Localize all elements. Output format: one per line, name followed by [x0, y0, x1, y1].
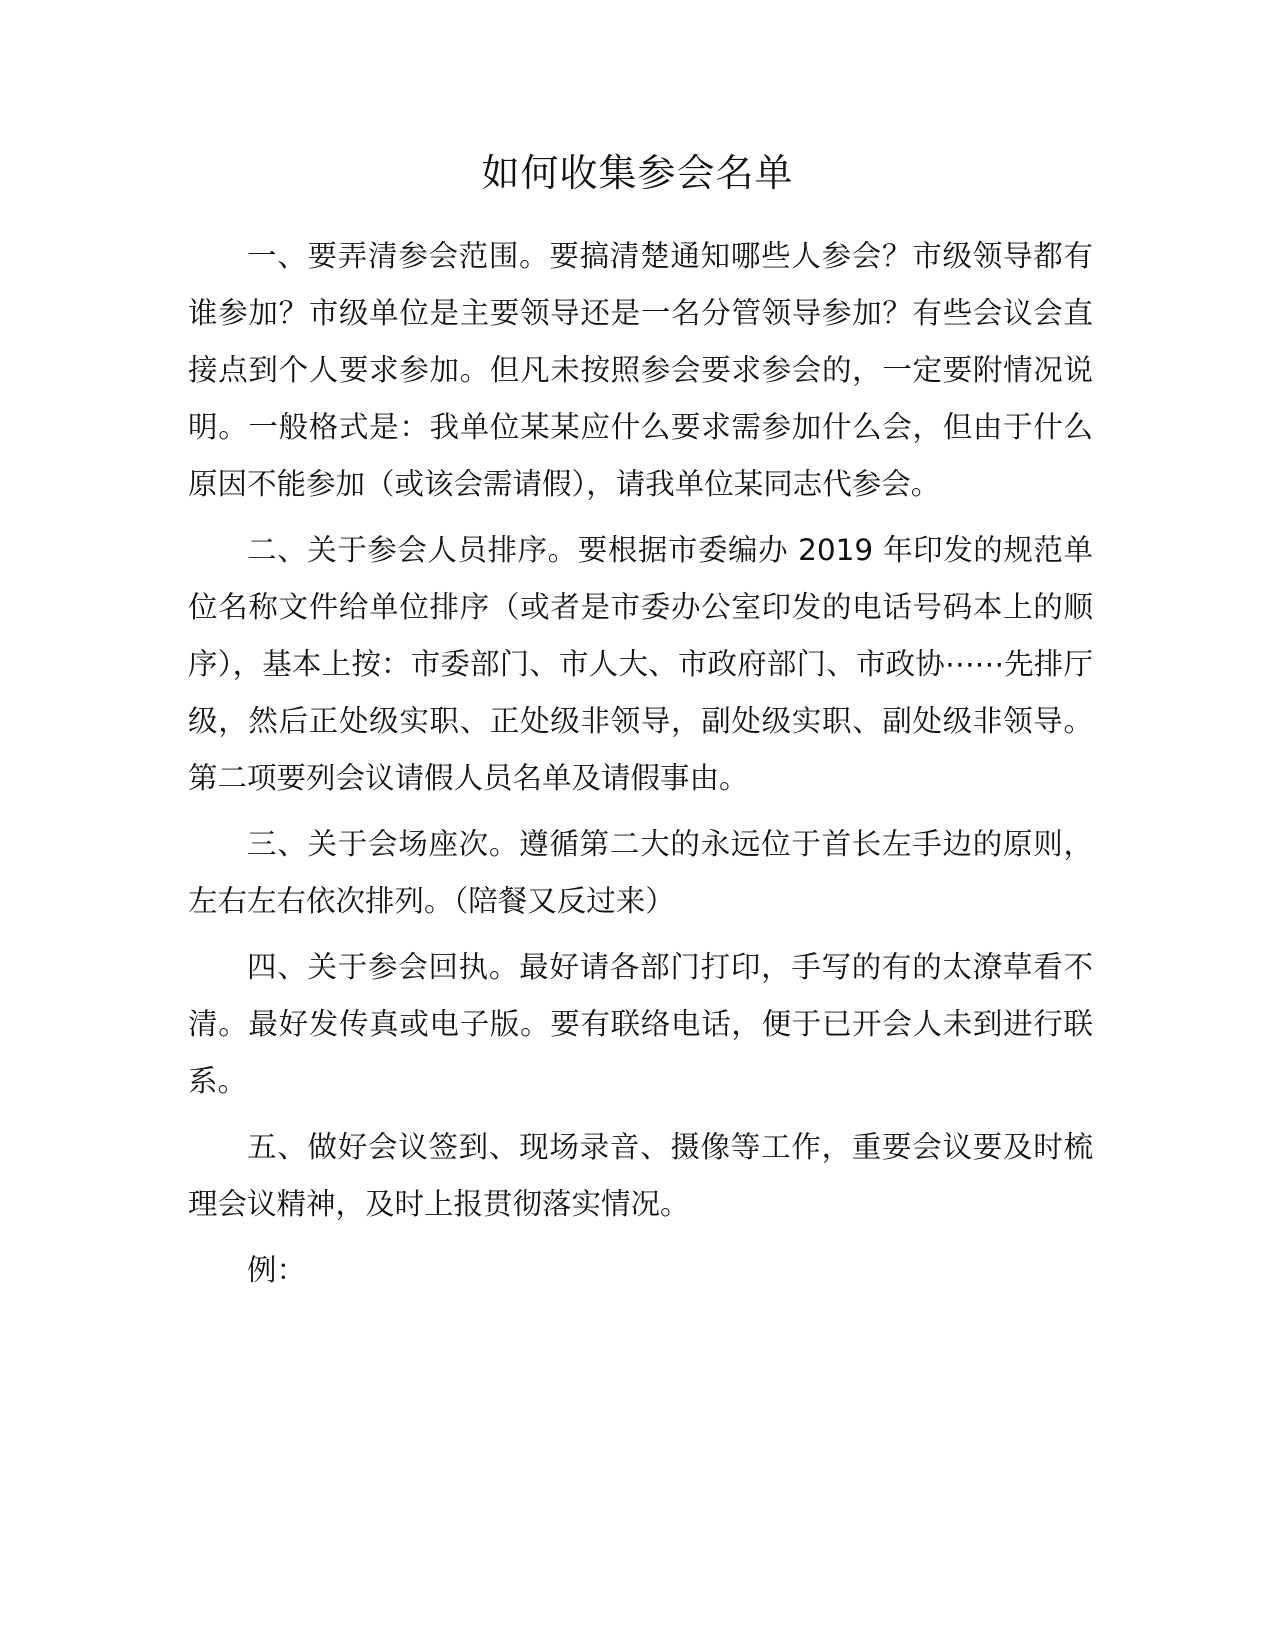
paragraph-scope: 一、要弄清参会范围。要搞清楚通知哪些人参会？市级领导都有谁参加？市级单位是主要领导还是一名分管领导参加？有些会议会直接点到个人要求参加。但凡未按照参会要求参会的，一定要附情况说明。一般格式是：我单位某某应什么要求需参加什么会，但由于什么原因不能参加（或该会需请假），请我单位某同志代参会。 [188, 239, 1093, 501]
paragraph-ordering: 二、关于参会人员排序。要根据市委编办 2019 年印发的规范单位名称文件给单位排序（或者是市委办公室印发的电话号码本上的顺序），基本上按：市委部门、市人大、市政府部门、市政协⋯⋯先排厅级，然后正处级实职、正处级非领导，副处级实职、副处级非领导。第二项要列会议请假人员名单及请假事由。 [188, 533, 1093, 795]
paragraph-example: 例： [247, 1253, 307, 1287]
paragraph-signin: 五、做好会议签到、现场录音、摄像等工作，重要会议要及时梳理会议精神，及时上报贯彻落实情况。 [188, 1130, 1093, 1221]
paragraph-seating: 三、关于会场座次。遵循第二大的永远位于首长左手边的原则，左右左右依次排列。（陪餐又反过来） [188, 827, 1093, 918]
document-body [188, 228, 1093, 1308]
document-title: 如何收集参会名单 [481, 151, 794, 195]
paragraph-receipt: 四、关于参会回执。最好请各部门打印，手写的有的太潦草看不清。最好发传真或电子版。要有联络电话，便于已开会人未到进行联系。 [188, 950, 1093, 1098]
